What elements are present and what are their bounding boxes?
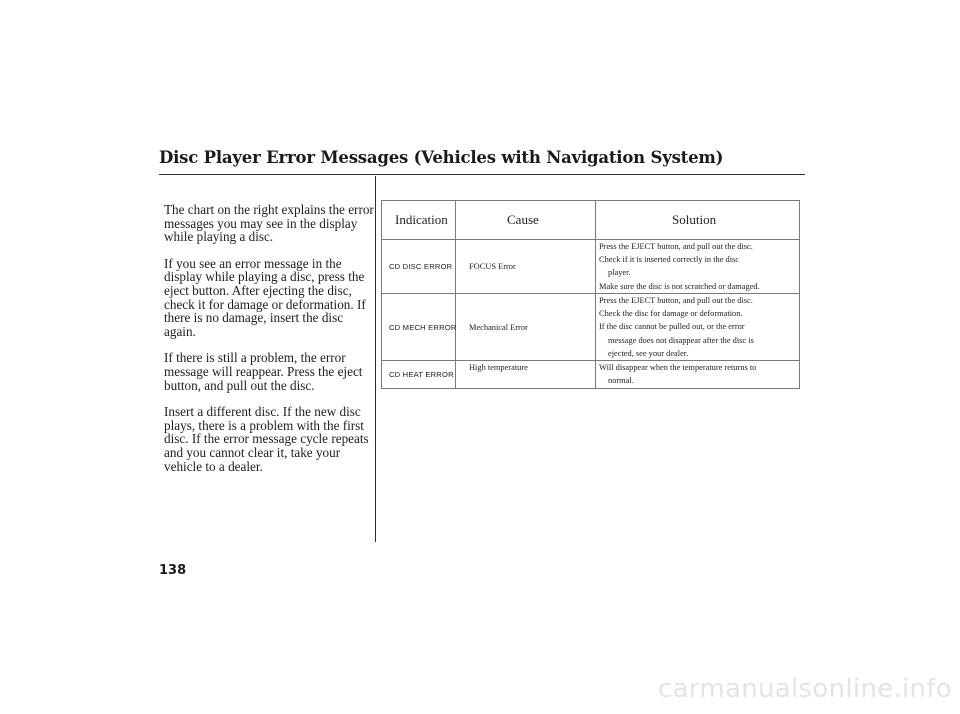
page-title: Disc Player Error Messages (Vehicles with Navigation System) (159, 148, 724, 167)
solution-line: Make sure the disc is not scratched or damaged. (599, 281, 760, 291)
title-divider (159, 174, 805, 175)
indication-cell: CD MECH ERROR (382, 294, 456, 361)
cause-cell: FOCUS Error (456, 240, 596, 294)
solution-line: Press the EJECT button, and pull out the disc. (599, 296, 753, 305)
solution-line: normal. (608, 376, 634, 386)
solution-line: Press the EJECT button, and pull out the disc. (599, 242, 753, 251)
header-cause: Cause (456, 201, 596, 240)
table-row (382, 294, 800, 361)
watermark: carmanualsonline.info (657, 674, 952, 704)
intro-text (164, 203, 376, 486)
indication-cell: CD DISC ERROR (382, 240, 456, 294)
cause-cell: Mechanical Error (456, 294, 596, 361)
column-divider (375, 176, 376, 542)
header-solution: Solution (596, 201, 800, 240)
solution-line: message does not disappear after the disc is (608, 335, 754, 345)
header-indication: Indication (382, 201, 456, 240)
paragraph: If there is still a problem, the error message will reappear. Press the eject button, and pull out the disc. (164, 350, 363, 393)
solution-line: If the disc cannot be pulled out, or the error (599, 322, 745, 332)
solution-line: Will disappear when the temperature returns to (599, 363, 757, 373)
table-header-row (382, 201, 800, 240)
solution-line: ejected, see your dealer. (608, 348, 689, 358)
table-row (382, 361, 800, 389)
cause-cell: High temperature (456, 361, 596, 389)
solution-line: player. (608, 268, 631, 278)
paragraph: Insert a different disc. If the new disc plays, there is a problem with the first disc. If the error message cycle repeats and you cannot clear it, take your vehicle to a dealer. (164, 404, 369, 474)
page-number: 138 (159, 563, 187, 578)
table-row (382, 240, 800, 294)
solution-cell (596, 361, 800, 389)
paragraph: If you see an error message in the display while playing a disc, press the eject button. After ejecting the disc, check it for damage or deformation. If there is no damage, insert the disc again. (164, 255, 366, 339)
error-message-table (381, 200, 800, 389)
solution-cell (596, 240, 800, 294)
indication-cell: CD HEAT ERROR (382, 361, 456, 389)
solution-cell (596, 294, 800, 361)
solution-line: Check if it is inserted correctly in the disc (599, 255, 740, 265)
paragraph: The chart on the right explains the error messages you may see in the display while playing a disc. (164, 202, 374, 245)
solution-line: Check the disc for damage or deformation. (599, 309, 743, 319)
